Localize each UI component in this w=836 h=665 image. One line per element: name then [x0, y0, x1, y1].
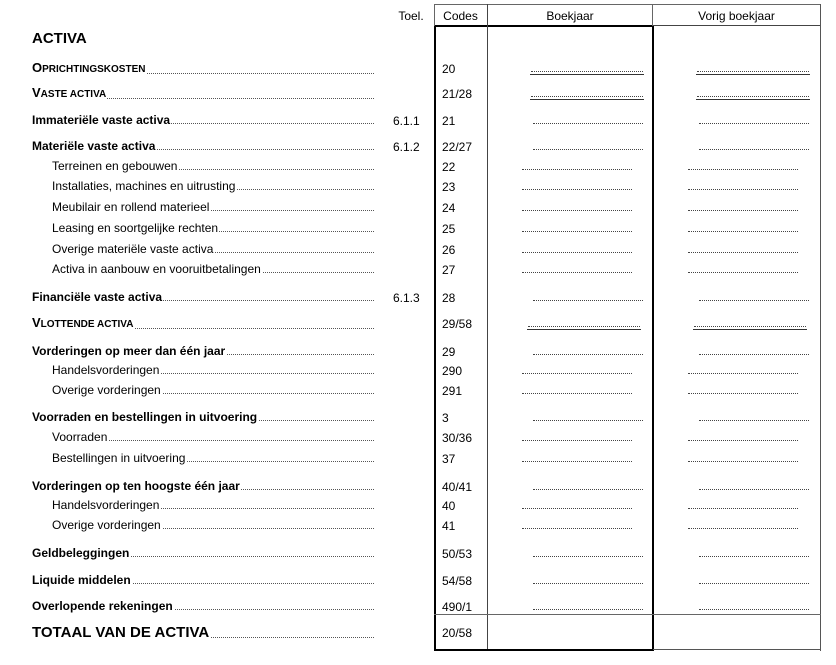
amount-field-boekjaar[interactable]	[533, 609, 643, 610]
amount-field-boekjaar[interactable]	[522, 461, 632, 462]
row-label-text: Terreinen en gebouwen	[52, 159, 178, 173]
row-label-text: Handelsvorderingen	[52, 363, 160, 377]
amount-field-vorig-boekjaar[interactable]	[688, 528, 798, 529]
amount-field-vorig-boekjaar[interactable]	[688, 508, 798, 509]
row-code: 27	[442, 263, 456, 277]
amount-field-boekjaar[interactable]	[522, 272, 632, 273]
amount-field-boekjaar[interactable]	[522, 169, 632, 170]
row-label	[32, 479, 374, 493]
amount-field-boekjaar[interactable]	[533, 583, 643, 584]
row-code: 50/53	[442, 547, 473, 561]
row-code: 40	[442, 499, 456, 513]
label-initial: O	[32, 61, 43, 75]
row-label	[32, 573, 374, 587]
row-code: 24	[442, 201, 456, 215]
amount-field-vorig-boekjaar[interactable]	[694, 326, 806, 327]
row-label-text	[32, 86, 107, 100]
label-initial: V	[32, 316, 41, 330]
row-code: 40/41	[442, 480, 473, 494]
row-label	[32, 61, 374, 77]
section-title-activa: ACTIVA	[32, 30, 87, 47]
row-label-text: Voorraden	[52, 430, 108, 444]
row-label-text: Financiële vaste activa	[32, 290, 163, 304]
amount-field-vorig-boekjaar[interactable]	[697, 96, 809, 97]
label-rest: PRICHTINGSKOSTEN	[42, 64, 146, 75]
row-code: 23	[442, 180, 456, 194]
amount-field-boekjaar[interactable]	[522, 210, 632, 211]
row-code: 25	[442, 222, 456, 236]
row-label	[52, 242, 374, 256]
amount-field-boekjaar[interactable]	[533, 489, 643, 490]
amount-field-boekjaar[interactable]	[533, 354, 643, 355]
row-code: 41	[442, 519, 456, 533]
row-label-text: Leasing en soortgelijke rechten	[52, 221, 219, 235]
label-initial: V	[32, 86, 41, 100]
row-label	[32, 410, 374, 424]
amount-field-boekjaar[interactable]	[522, 189, 632, 190]
amount-field-vorig-boekjaar[interactable]	[699, 583, 809, 584]
row-label	[32, 546, 374, 560]
row-label-text: Handelsvorderingen	[52, 498, 160, 512]
column-header-vorig-boekjaar: Vorig boekjaar	[698, 9, 775, 23]
row-label	[32, 599, 374, 613]
amount-field-vorig-boekjaar[interactable]	[699, 354, 809, 355]
amount-field-vorig-boekjaar[interactable]	[688, 440, 798, 441]
row-label-text: Voorraden en bestellingen in uitvoering	[32, 410, 258, 424]
amount-field-vorig-boekjaar[interactable]	[699, 123, 809, 124]
row-label	[52, 200, 374, 214]
row-label-text: Overige vorderingen	[52, 518, 161, 532]
amount-field-vorig-boekjaar[interactable]	[688, 373, 798, 374]
amount-field-vorig-boekjaar[interactable]	[697, 71, 809, 72]
row-label-text	[32, 316, 134, 330]
row-code: 26	[442, 243, 456, 257]
row-label-text: Vorderingen op ten hoogste één jaar	[32, 479, 240, 493]
row-label-text: Bestellingen in uitvoering	[52, 451, 186, 465]
total-row-code: 20/58	[442, 626, 473, 640]
row-label	[32, 316, 374, 332]
amount-field-vorig-boekjaar[interactable]	[699, 489, 809, 490]
amount-field-vorig-boekjaar[interactable]	[688, 231, 798, 232]
row-toelichting: 6.1.1	[393, 114, 420, 128]
row-label	[52, 518, 374, 532]
amount-field-boekjaar[interactable]	[522, 440, 632, 441]
amount-field-vorig-boekjaar[interactable]	[688, 252, 798, 253]
row-label	[52, 221, 374, 235]
row-label	[52, 383, 374, 397]
row-label	[52, 430, 374, 444]
amount-field-boekjaar[interactable]	[528, 326, 640, 327]
row-label-text: Liquide middelen	[32, 573, 131, 587]
row-label	[52, 363, 374, 377]
row-code: 29/58	[442, 317, 473, 331]
total-label-text: TOTAAL VAN DE ACTIVA	[32, 624, 210, 641]
amount-field-vorig-boekjaar[interactable]	[688, 189, 798, 190]
row-label-text: Meubilair en rollend materieel	[52, 200, 210, 214]
row-code: 28	[442, 291, 456, 305]
amount-field-vorig-boekjaar[interactable]	[699, 609, 809, 610]
amount-field-vorig-boekjaar[interactable]	[699, 300, 809, 301]
amount-field-vorig-boekjaar[interactable]	[699, 149, 809, 150]
row-code: 54/58	[442, 574, 473, 588]
amount-field-boekjaar[interactable]	[533, 556, 643, 557]
row-label	[32, 113, 374, 127]
row-toelichting: 6.1.2	[393, 140, 420, 154]
amount-field-vorig-boekjaar[interactable]	[688, 461, 798, 462]
row-code: 30/36	[442, 431, 473, 445]
amount-field-boekjaar[interactable]	[531, 96, 643, 97]
amount-field-boekjaar[interactable]	[522, 252, 632, 253]
row-code: 490/1	[442, 600, 473, 614]
column-header-codes: Codes	[443, 9, 478, 23]
total-row-label	[32, 624, 374, 641]
amount-field-vorig-boekjaar[interactable]	[688, 169, 798, 170]
row-label-text: Vorderingen op meer dan één jaar	[32, 344, 226, 358]
row-code: 290	[442, 364, 463, 378]
amount-field-boekjaar[interactable]	[522, 231, 632, 232]
row-label	[32, 344, 374, 358]
amount-field-boekjaar[interactable]	[522, 508, 632, 509]
amount-field-vorig-boekjaar[interactable]	[699, 556, 809, 557]
row-label	[52, 451, 374, 465]
label-rest: LOTTENDE ACTIVA	[40, 319, 134, 330]
amount-field-vorig-boekjaar[interactable]	[688, 393, 798, 394]
column-header-boekjaar: Boekjaar	[546, 9, 594, 23]
row-code: 3	[442, 411, 449, 425]
amount-field-vorig-boekjaar[interactable]	[699, 420, 809, 421]
row-toelichting: 6.1.3	[393, 291, 420, 305]
amount-field-vorig-boekjaar[interactable]	[688, 210, 798, 211]
amount-field-boekjaar[interactable]	[533, 123, 643, 124]
row-code: 29	[442, 345, 456, 359]
row-code: 22/27	[442, 140, 473, 154]
total-vorig-boekjaar-field[interactable]	[655, 616, 819, 648]
row-label	[52, 179, 374, 193]
amount-field-boekjaar[interactable]	[522, 528, 632, 529]
row-code: 21/28	[442, 87, 473, 101]
row-label-text	[32, 61, 146, 75]
row-label-text: Geldbeleggingen	[32, 546, 130, 560]
amount-field-boekjaar[interactable]	[533, 149, 643, 150]
column-header-toel: Toel.	[398, 9, 424, 23]
row-label-text: Overlopende rekeningen	[32, 599, 173, 613]
row-label	[32, 86, 374, 102]
row-label-text: Overige vorderingen	[52, 383, 161, 397]
row-code: 291	[442, 384, 463, 398]
amount-field-boekjaar[interactable]	[533, 300, 643, 301]
amount-field-boekjaar[interactable]	[531, 71, 643, 72]
row-label-text: Activa in aanbouw en vooruitbetalingen	[52, 262, 261, 276]
row-code: 20	[442, 62, 456, 76]
row-code: 22	[442, 160, 456, 174]
label-rest: ASTE ACTIVA	[40, 89, 107, 100]
amount-field-vorig-boekjaar[interactable]	[688, 272, 798, 273]
amount-field-boekjaar[interactable]	[522, 373, 632, 374]
row-label	[32, 290, 374, 304]
amount-field-boekjaar[interactable]	[522, 393, 632, 394]
row-code: 21	[442, 114, 456, 128]
row-label-text: Overige materiële vaste activa	[52, 242, 214, 256]
row-label-text: Materiële vaste activa	[32, 139, 156, 153]
row-label	[32, 139, 374, 153]
row-label	[52, 498, 374, 512]
row-label-text: Immateriële vaste activa	[32, 113, 171, 127]
row-label-text: Installaties, machines en uitrusting	[52, 179, 236, 193]
amount-field-boekjaar[interactable]	[533, 420, 643, 421]
row-label	[52, 262, 374, 276]
total-boekjaar-field[interactable]	[489, 616, 651, 648]
row-code: 37	[442, 452, 456, 466]
row-label	[52, 159, 374, 173]
